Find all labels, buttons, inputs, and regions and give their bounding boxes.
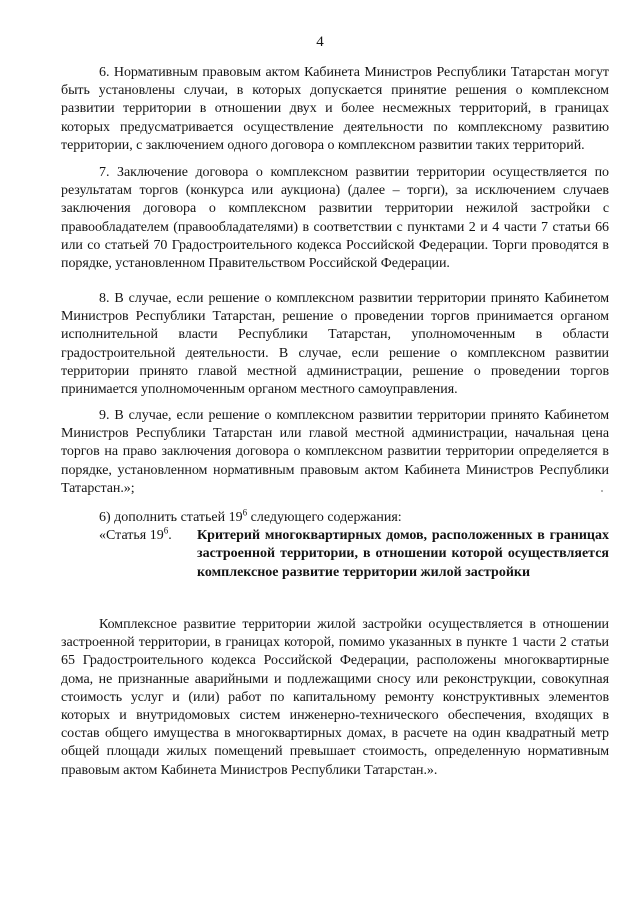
amendment-intro-text: 6) дополнить статьей 19 bbox=[99, 510, 243, 525]
page-number: 4 bbox=[316, 34, 324, 50]
article-label-superscript: 6 bbox=[163, 525, 169, 536]
article-label-tail: . bbox=[168, 528, 172, 543]
amendment-intro-superscript: 6 bbox=[242, 507, 248, 518]
article-heading: Критерий многоквартирных домов, расположенных в границах застроенной территории, в отношении которой осуществляется комплексное развитие территории жилой застройки bbox=[197, 528, 609, 580]
paragraph-7: 7. Заключение договора о комплексном развитии территории осуществляется по результатам торгов (конкурса или аукциона) (далее – торги), за исключением случаев заключения договора о комплексном развитии территории нежилой застройки с правообладателем (правообладателями) в соответствии с пунктами 2 и 4 части 7 статьи 66 или со статьей 70 Градостроительного кодекса Российской Федерации. Торги проводятся в порядке, установленном Правительством Российской Федерации. bbox=[61, 165, 609, 272]
article-label bbox=[99, 527, 172, 545]
amendment-intro bbox=[99, 509, 402, 527]
article-label-text: «Статья 19 bbox=[99, 528, 164, 543]
paragraph-9: 9. В случае, если решение о комплексном развитии территории принято Кабинетом Министров Республики Татарстан или главой местной администрации, начальная цена торгов на право заключения договора о комплексном развитии территории определяется в порядке, установленном нормативным правовым актом Кабинета Министров Республики Татарстан.»; bbox=[61, 408, 609, 496]
article-body: Комплексное развитие территории жилой застройки осуществляется в отношении застроенной территории, в границах которой, помимо указанных в пункте 1 части 2 статьи 65 Градостроительного кодекса Российской Федерации, расположены многоквартирные дома, не признанные аварийными и подлежащими сносу или реконструкции, совокупная стоимость услуг и (или) работ по капитальному ремонту конструктивных элементов которых и внутридомовых систем инженерно-технического обеспечения, входящих в состав общего имущества в многоквартирных домах, в расчете на один квадратный метр общей площади жилых помещений превышает стоимость, определенную нормативным правовым актом Кабинета Министров Республики Татарстан.». bbox=[61, 617, 609, 778]
scan-speck bbox=[601, 490, 603, 492]
paragraph-8: 8. В случае, если решение о комплексном развитии территории принято Кабинетом Министров Республики Татарстан, решение о проведении торгов принимается органом исполнительной власти Республики Татарстан, уполномоченным в области градостроительной деятельности. В случае, если решение о комплексном развитии территории принято главой местной администрации, решение о проведении торгов принимается уполномоченным органом местного самоуправления. bbox=[61, 291, 609, 398]
amendment-intro-tail: следующего содержания: bbox=[247, 510, 402, 525]
paragraph-6: 6. Нормативным правовым актом Кабинета Министров Республики Татарстан могут быть установлены случаи, в которых допускается принятие решения о комплексном развитии территории в отношении двух и более несмежных территорий, в границах которых предусматривается осуществление деятельности по комплексному развитию территории, с заключением одного договора о комплексном развитии таких территорий. bbox=[61, 65, 609, 153]
